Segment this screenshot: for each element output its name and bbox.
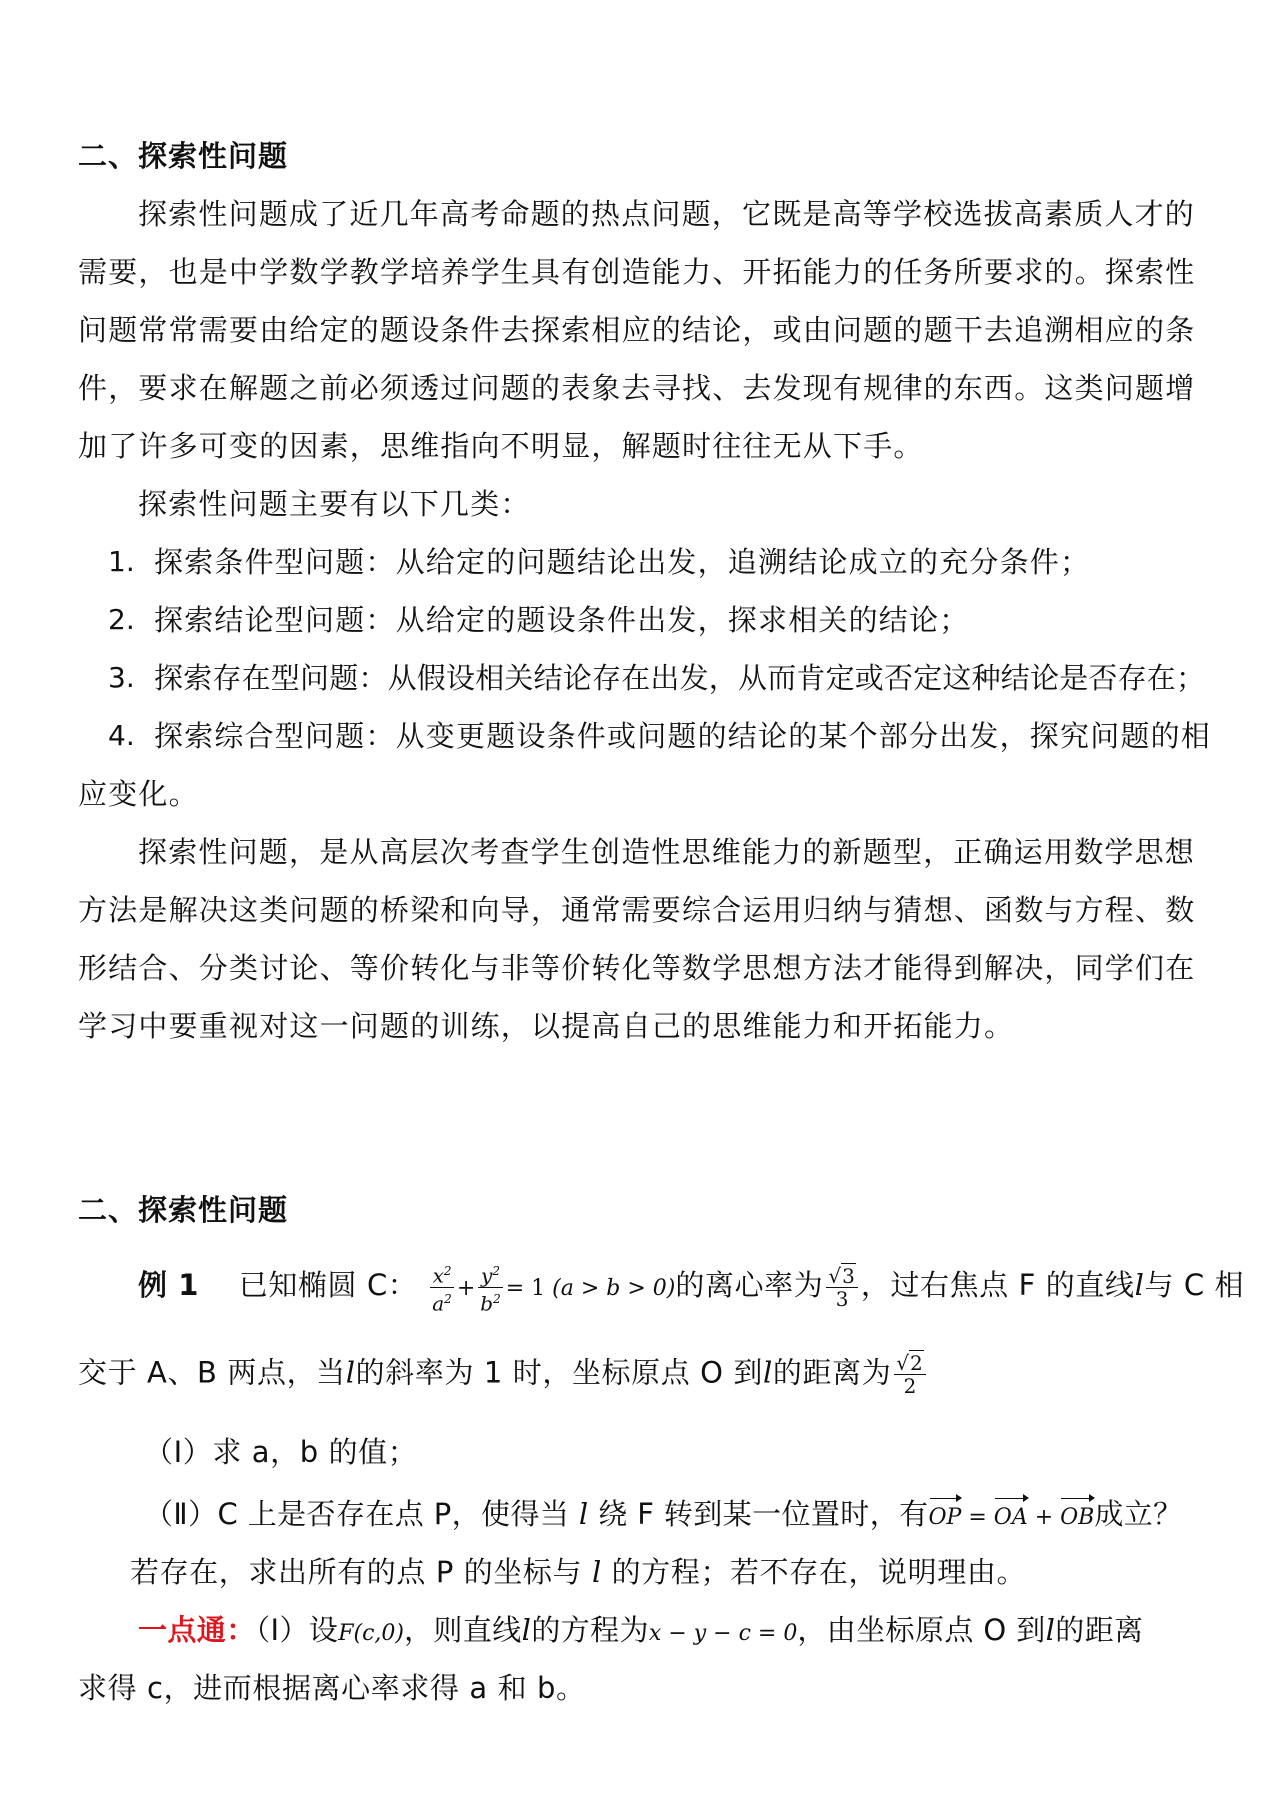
- example-line-1: 例 1 已知椭圆 C： $\frac{x^2}{a^2}$ + $\frac{y^2}{b^2}$ = 1 (a > b > 0)的离心率为 $\frac{√3}{3}$ ，过右焦点 F 的直线l与 C 相: [138, 1260, 1202, 1314]
- vector-oa: OA: [994, 1498, 1028, 1538]
- list-item: 探索结论型问题：从给定的题设条件出发，探求相关的结论；: [154, 603, 970, 637]
- question-2: （Ⅱ）C 上是否存在点 P，使得当 l 绕 F 转到某一位置时，有OP = OA + OB成立？: [144, 1494, 1202, 1538]
- ellipse-condition: (a > b > 0): [552, 1276, 676, 1302]
- vector-ob: OB: [1060, 1498, 1094, 1538]
- question-1: （Ⅰ）求 a，b 的值；: [144, 1435, 418, 1469]
- hint-math-f: F(c,0): [338, 1621, 405, 1646]
- list-item: 探索综合型问题：从变更题设条件或问题的结论的某个部分出发，探究问题的相: [154, 719, 1212, 753]
- hint-line-2: 求得 c，进而根据离心率求得 a 和 b。: [78, 1671, 586, 1705]
- ellipse-eq: = 1: [505, 1276, 546, 1302]
- vector-op: OP: [929, 1498, 962, 1538]
- section-heading: 二、探索性问题: [78, 1193, 289, 1227]
- list-item-continuation: 应变化。: [78, 777, 199, 811]
- section-heading: 二、探索性问题: [78, 139, 289, 173]
- list-intro: 探索性问题主要有以下几类：: [138, 487, 531, 521]
- paragraph-line: 探索性问题成了近几年高考命题的热点问题，它既是高等学校选拔高素质人才的: [138, 197, 1196, 231]
- example-text: 已知椭圆 C：: [238, 1268, 418, 1303]
- ellipse-frac-x: $\frac{x^2}{a^2}$: [430, 1260, 454, 1314]
- hint-label: 一点通：: [138, 1613, 256, 1647]
- list-number: 1.: [108, 545, 135, 578]
- example-line-2: 交于 A、B 两点，当l的斜率为 1 时，坐标原点 O 到l的距离为 $\frac{√2}{2}$: [78, 1352, 1202, 1397]
- example-label: 例 1: [138, 1268, 200, 1303]
- list-item: 探索条件型问题：从给定的问题结论出发，追溯结论成立的充分条件；: [154, 545, 1091, 579]
- paragraph-line: 加了许多可变的因素，思维指向不明显，解题时往往无从下手。: [78, 429, 924, 463]
- list-number: 4.: [108, 719, 135, 752]
- list-number: 3.: [108, 661, 135, 694]
- paragraph-line: 形结合、分类讨论、等价转化与非等价转化等数学思想方法才能得到解决，同学们在: [78, 951, 1196, 985]
- paragraph-line: 方法是解决这类问题的桥梁和向导，通常需要综合运用归纳与猜想、函数与方程、数: [78, 893, 1196, 927]
- list-number: 2.: [108, 603, 135, 636]
- paragraph-line: 问题常常需要由给定的题设条件去探索相应的结论，或由问题的题干去追溯相应的条: [78, 313, 1196, 347]
- question-2-line-2: 若存在，求出所有的点 P 的坐标与 l 的方程；若不存在，说明理由。: [130, 1555, 1027, 1589]
- paragraph-line: 需要，也是中学数学教学培养学生具有创造能力、开拓能力的任务所要求的。探索性: [78, 255, 1196, 289]
- list-item: 探索存在型问题：从假设相关结论存在出发，从而肯定或否定这种结论是否存在；: [154, 661, 1206, 695]
- eccentricity-frac: $\frac{√3}{3}$: [826, 1265, 857, 1310]
- hint-math-line: x − y − c = 0: [648, 1621, 798, 1646]
- hint-line-1: 一点通：（Ⅰ）设F(c,0)，则直线l的方程为x − y − c = 0，由坐标原点 O 到l的距离: [138, 1613, 1144, 1647]
- paragraph-line: 学习中要重视对这一问题的训练，以提高自己的思维能力和开拓能力。: [78, 1009, 1015, 1043]
- ellipse-frac-y: $\frac{y^2}{b^2}$: [478, 1260, 502, 1314]
- distance-frac: $\frac{√2}{2}$: [894, 1352, 925, 1397]
- paragraph-line: 探索性问题，是从高层次考查学生创造性思维能力的新题型，正确运用数学思想: [138, 835, 1196, 869]
- paragraph-line: 件，要求在解题之前必须透过问题的表象去寻找、去发现有规律的东西。这类问题增: [78, 371, 1196, 405]
